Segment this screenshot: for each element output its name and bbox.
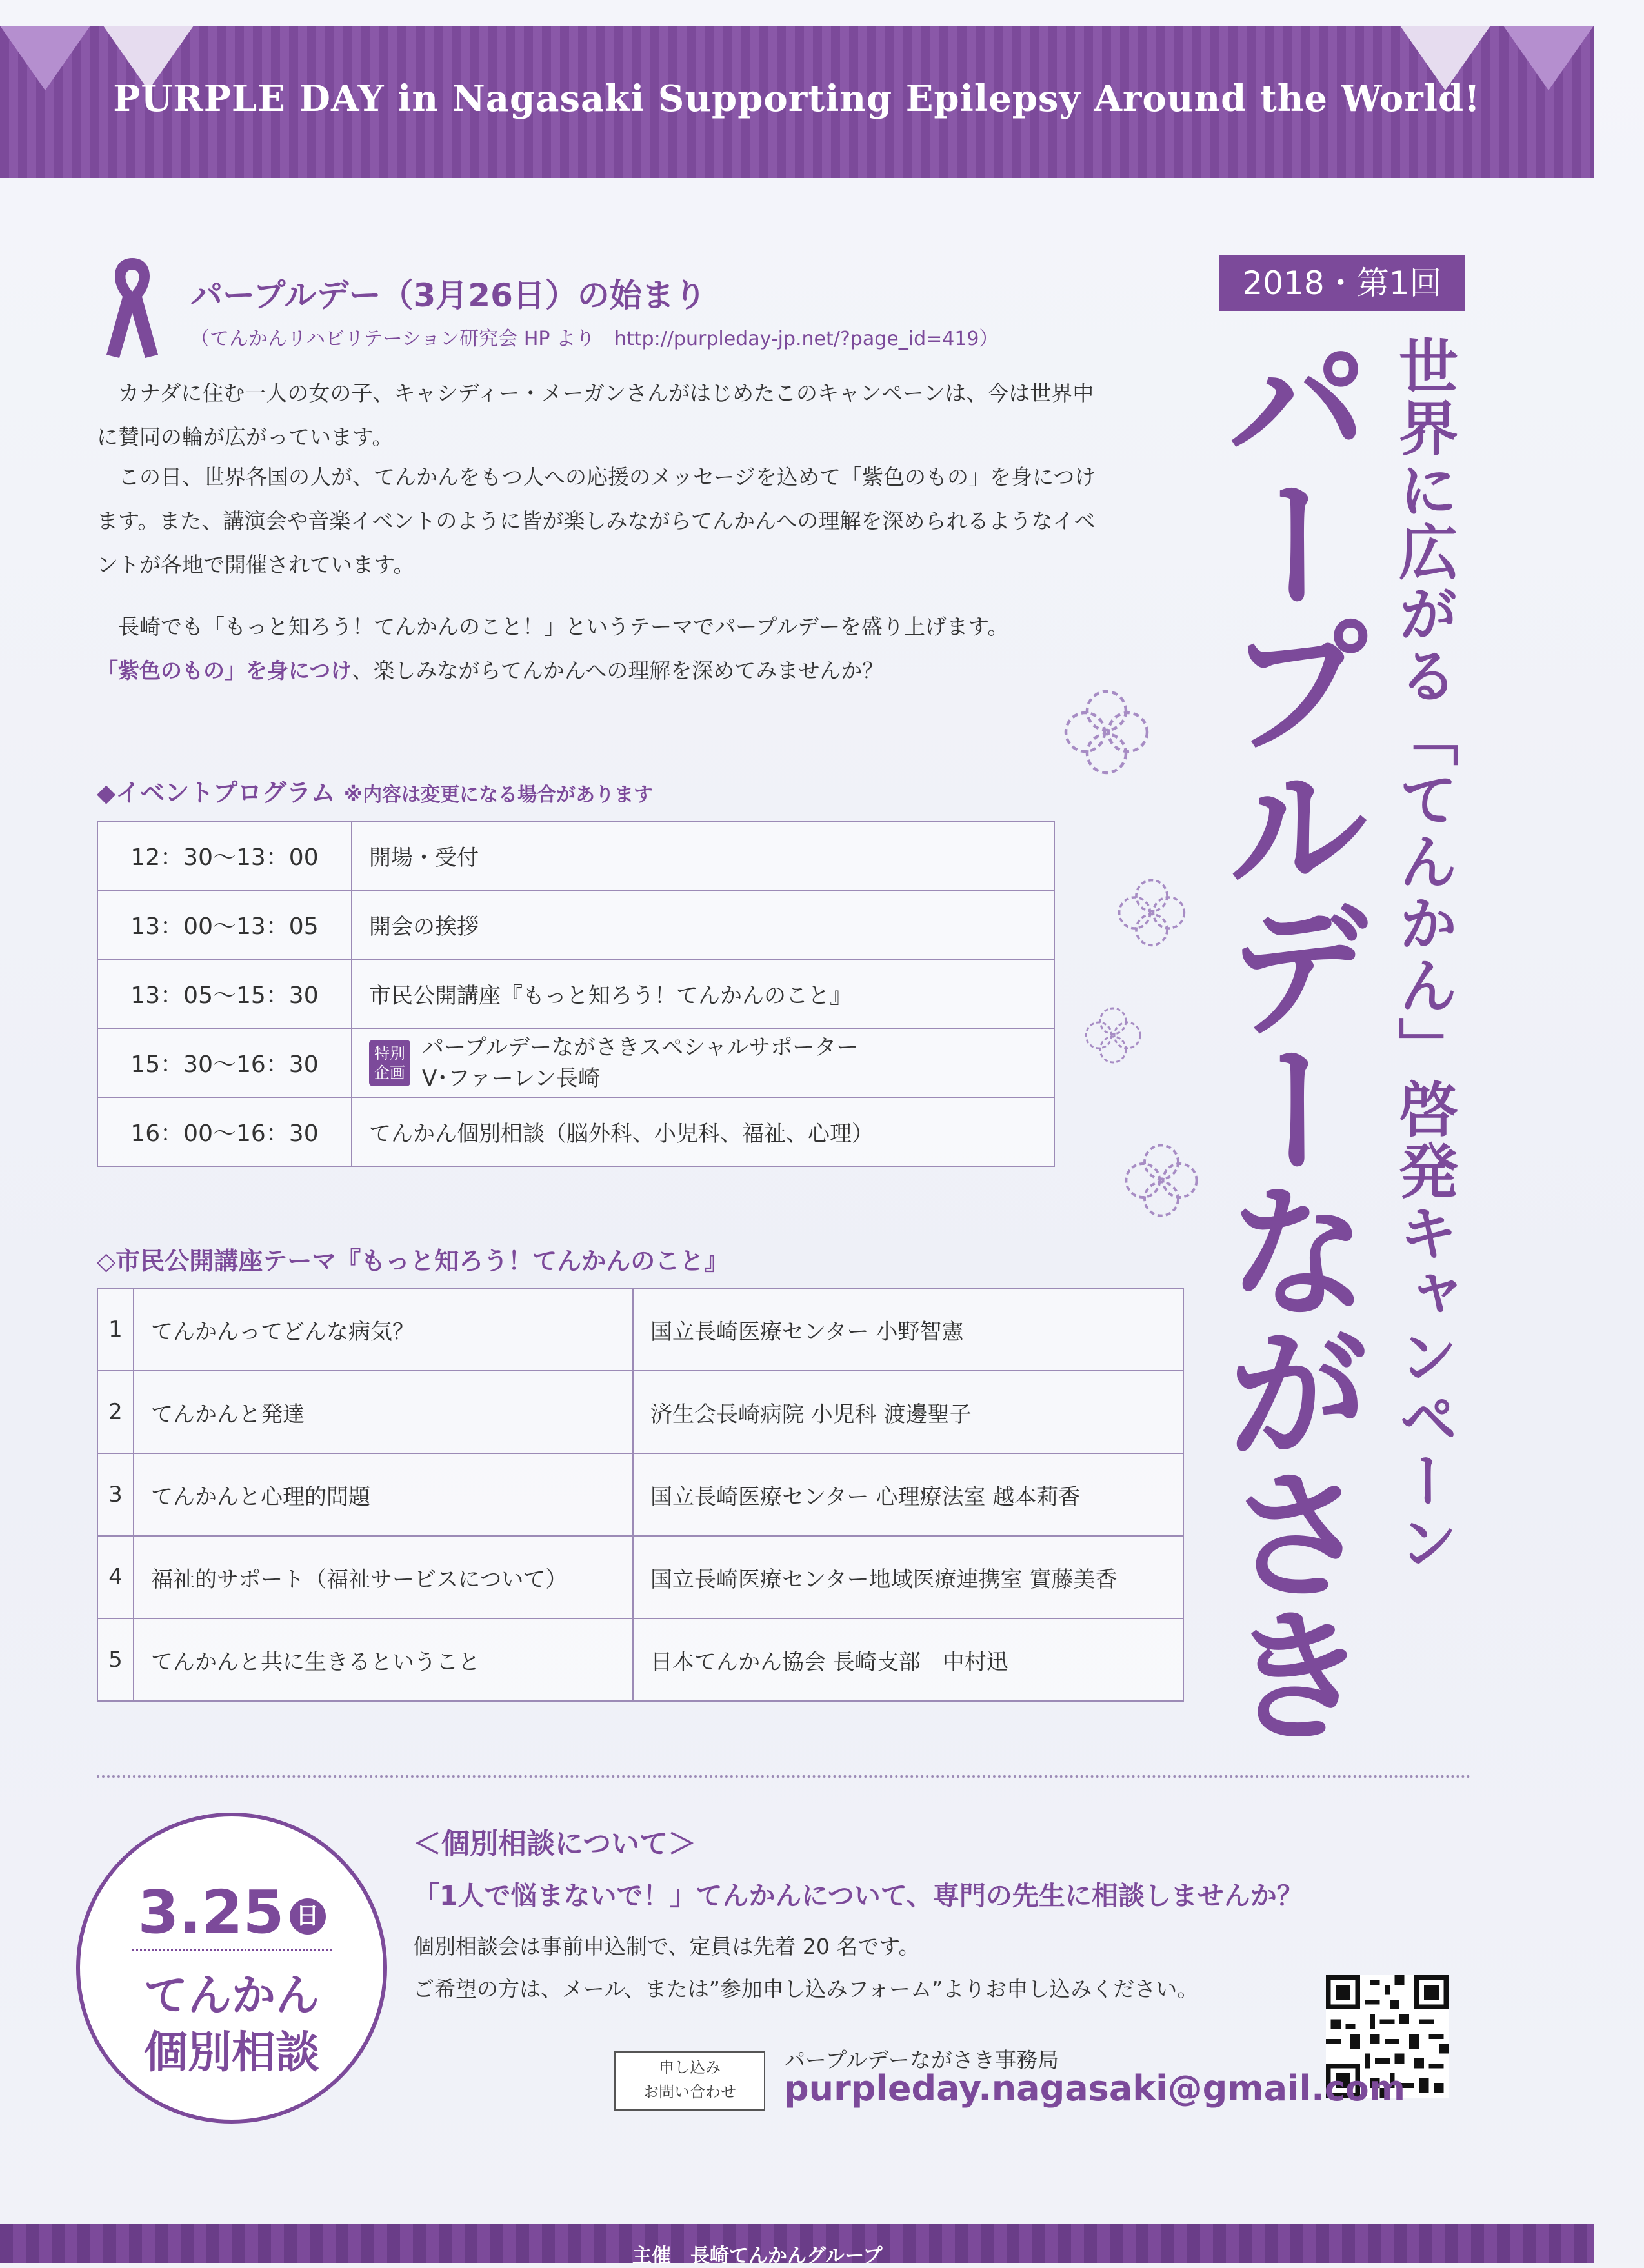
program-desc: 開場・受付 (352, 821, 1054, 890)
section-divider (97, 1775, 1471, 1778)
table-row (97, 1371, 1183, 1453)
program-time: 13：00～13：05 (97, 890, 352, 959)
consultation-date-text: 3.25 (137, 1878, 285, 1947)
lecture-topic: てんかんってどんな病気？ (134, 1288, 633, 1371)
awareness-ribbon-icon (103, 252, 161, 361)
consultation-body-2: ご希望の方は、メール、または”参加申し込みフォーム”よりお申し込みください。 (413, 1976, 1199, 2002)
consultation-body-1: 個別相談会は事前申込制で、定員は先着 20 名です。 (413, 1934, 920, 1959)
program-desc-special (352, 1028, 1054, 1097)
intro-paragraph-3-tail: 、楽しみながらてんかんへの理解を深めてみませんか？ (352, 658, 884, 683)
consultation-label-2: 個別相談 (143, 2027, 319, 2078)
consultation-date-circle (76, 1813, 387, 2124)
lecture-speaker: 国立長崎医療センター 心理療法室 越本莉香 (633, 1453, 1183, 1536)
intro-highlight: 「紫色のもの」を身につけ (97, 658, 352, 683)
lecture-number: 4 (97, 1536, 134, 1618)
clover-icon (1113, 874, 1190, 951)
lecture-number: 1 (97, 1288, 134, 1371)
contact-label-2: お問い合わせ (643, 2083, 736, 2101)
office-name: パープルデーながさき事務局 (784, 2047, 1059, 2073)
lecture-number: 2 (97, 1371, 134, 1453)
lecture-topic: てんかんと心理的問題 (134, 1453, 633, 1536)
program-desc: 開会の挨拶 (352, 890, 1054, 959)
special-event-line-1: パープルデーながさきスペシャルサポーター (422, 1034, 859, 1060)
contact-email[interactable]: purpleday.nagasaki@gmail.com (784, 2068, 1405, 2109)
consultation-lead: 「1人で悩まないで！」てんかんについて、専門の先生に相談しませんか？ (413, 1880, 1303, 1911)
lecture-topic: てんかんと共に生きるということ (134, 1618, 633, 1701)
clover-icon (1119, 1139, 1203, 1222)
intro-paragraph-1 (97, 372, 1103, 459)
special-event-line-2: V･ファーレン長崎 (422, 1065, 601, 1091)
circle-divider (132, 1949, 332, 1951)
lecture-number: 5 (97, 1618, 134, 1701)
program-desc: 市民公開講座『もっと知ろう！てんかんのこと』 (352, 959, 1054, 1028)
clover-icon (1081, 1003, 1145, 1068)
consultation-date (80, 1878, 383, 1947)
campaign-title: パープルデーながさき (1201, 329, 1370, 1742)
program-time: 12：30～13：00 (97, 821, 352, 890)
table-row (97, 1288, 1183, 1371)
banner-title: PURPLE DAY in Nagasaki Supporting Epilepsy Around the World! (113, 77, 1481, 120)
intro-paragraph-3-text: 長崎でも「もっと知ろう！てんかんのこと！」というテーマでパープルデーを盛り上げます。 (118, 614, 1009, 639)
lecture-speaker: 済生会長崎病院 小児科 渡邊聖子 (633, 1371, 1183, 1453)
table-row (97, 1453, 1183, 1536)
intro-source: （てんかんリハビリテーション研究会 HP より http://purpleday-jp.net/?page_id=419） (190, 328, 999, 350)
special-event-badge: 特別 企画 (369, 1040, 410, 1086)
table-row (97, 1618, 1183, 1701)
intro-paragraph-2 (97, 455, 1103, 587)
lecture-table (97, 1288, 1184, 1702)
contact-label-1: 申し込み (659, 2058, 721, 2076)
consultation-heading: ＜個別相談について＞ (413, 1827, 697, 1860)
lecture-speaker: 国立長崎医療センター 小野智憲 (633, 1288, 1183, 1371)
program-heading-text: ◆イベントプログラム (97, 779, 336, 807)
program-note: ※内容は変更になる場合があります (343, 784, 654, 806)
program-heading (97, 773, 653, 808)
lecture-heading: ◇市民公開講座テーマ『もっと知ろう！てんかんのこと』 (97, 1247, 729, 1275)
table-row (97, 959, 1054, 1028)
intro-paragraph-3 (97, 605, 1103, 693)
table-row (97, 821, 1054, 890)
table-row (97, 890, 1054, 959)
contact-label-box (614, 2051, 765, 2111)
program-desc: てんかん個別相談（脳外科、小児科、福祉、心理） (352, 1097, 1054, 1166)
intro-title: パープルデー（3月26日）の始まり (190, 277, 707, 314)
lecture-speaker: 国立長崎医療センター地域医療連携室 實藤美香 (633, 1536, 1183, 1618)
clover-icon (1058, 684, 1155, 781)
lecture-topic: てんかんと発達 (134, 1371, 633, 1453)
table-row (97, 1028, 1054, 1097)
lecture-topic: 福祉的サポート（福祉サービスについて） (134, 1536, 633, 1618)
campaign-subtitle: 世界に広がる「てんかん」啓発キャンペーン (1389, 335, 1458, 1574)
consultation-label-1: てんかん (143, 1971, 319, 2022)
program-time: 13：05～15：30 (97, 959, 352, 1028)
program-time: 16：00～16：30 (97, 1097, 352, 1166)
program-table (97, 821, 1055, 1167)
special-event-text (422, 1032, 858, 1094)
program-time: 15：30～16：30 (97, 1028, 352, 1097)
consultation-day: 日 (290, 1898, 326, 1935)
organizer-text: 主催 長崎てんかんグループ (632, 2245, 883, 2267)
lecture-speaker: 日本てんかん協会 長崎支部 中村迅 (633, 1618, 1183, 1701)
table-row (97, 1536, 1183, 1618)
year-badge: 2018・第1回 (1219, 255, 1465, 311)
intro-paragraph-1-text: カナダに住む一人の女の子、キャシディー・メーガンさんがはじめたこのキャンペーンは、今は世界中に賛同の輪が広がっています。 (97, 381, 1094, 450)
lecture-number: 3 (97, 1453, 134, 1536)
intro-paragraph-2-text: この日、世界各国の人が、てんかんをもつ人への応援のメッセージを込めて「紫色のもの」を身につけます。また、講演会や音楽イベントのように皆が楽しみながらてんかんへの理解を深められるようなイベントが各地で開催されています。 (97, 464, 1096, 577)
table-row (97, 1097, 1054, 1166)
